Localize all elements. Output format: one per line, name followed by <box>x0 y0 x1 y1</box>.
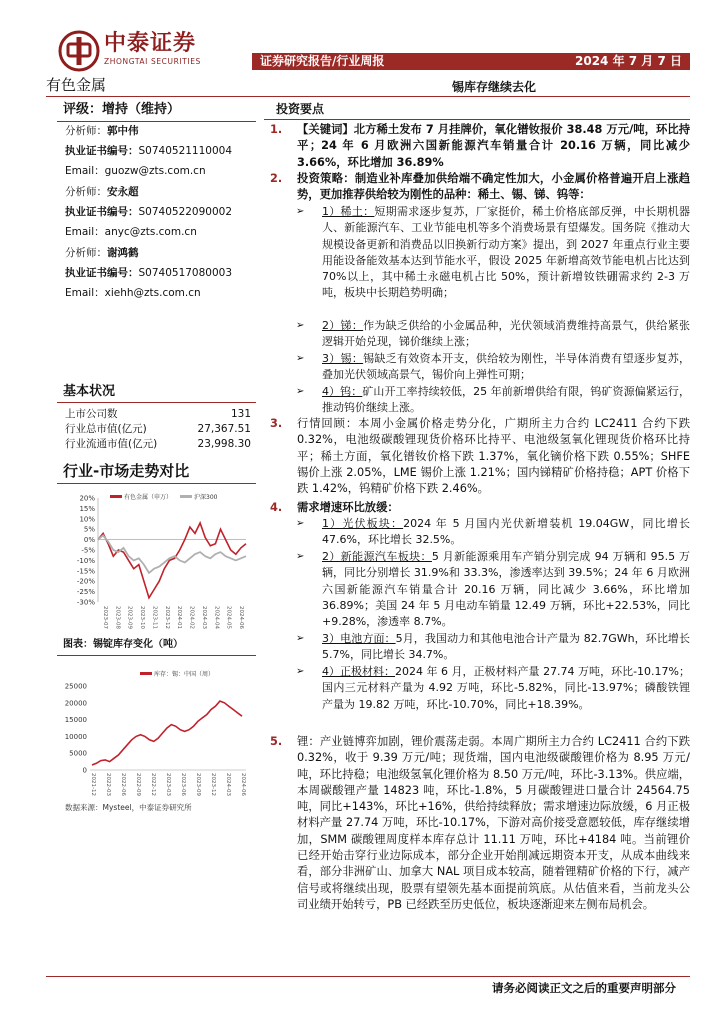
subitem-body: 短期需求逐步复苏，厂家挺价，稀土价格底部反弹，中长期机器人、新能源汽车、工业节能电机等多个消费场景有望爆发。国务院《推动大规模设备更新和消费品以旧换新行动方案》提出，到 2027 年重点行业主要用能设备能效基本达到节能水平，假设 2025 年新增高效节能电机占比达到 70%以上，其中稀土永磁电机占比 50%，预计新增钕铁硼需求约 2-3 万吨，板块中长期趋势明确； <box>322 205 690 300</box>
x-tick-label: 2024-03 <box>225 773 231 796</box>
analyst-email-link[interactable]: xiehh@zts.com.cn <box>104 287 201 299</box>
basic-info-key: 行业总市值(亿元) <box>65 423 147 435</box>
analyst-name-value: 安永超 <box>107 186 139 198</box>
basic-info-key: 行业流通市值(亿元) <box>65 438 158 450</box>
basic-info-value: 23,998.30 <box>197 438 251 450</box>
highlight-item <box>270 171 690 204</box>
highlight-text: 行情回顾：本周小金属价格走势分化，广期所主力合约 LC2411 合约下跌 0.32%，电池级碳酸锂现货价格环比持平、电池级氢氧化锂现货价格环比持平；稀土方面，氧化镨钕价格下跌 1.37%，氧化镝价格下跌 0.55%；SHFE 锡价上涨 2.05%，LME 锡价上涨 1.21%；国内锑精矿价格持稳；APT 价格下跌 1.42%，钨精矿价格下跌 2.46%。 <box>297 417 690 496</box>
analyst-email-label: Email： <box>65 287 105 299</box>
y-tick-label: 15000 <box>64 716 87 725</box>
footer-disclaimer: 请务必阅读正文之后的重要声明部分 <box>492 981 676 995</box>
legend-swatch <box>140 672 152 675</box>
x-tick-label: 2022-06 <box>120 773 126 796</box>
report-date: 2024 年 7 月 7 日 <box>575 54 682 68</box>
x-tick-label: 2023-10 <box>139 606 146 629</box>
y-tick-label: 10000 <box>64 732 87 741</box>
legend-swatch <box>110 495 122 498</box>
footer-divider <box>46 976 690 977</box>
highlight-subitem <box>270 516 690 549</box>
subitem-text <box>322 204 690 302</box>
basic-info-title: 基本状况 <box>57 383 256 403</box>
analyst-name-value: 郭中伟 <box>107 125 139 137</box>
x-tick-label: 2021-12 <box>90 773 96 796</box>
x-tick-label: 2023-08 <box>114 606 121 629</box>
y-tick-label: -25% <box>76 588 95 597</box>
x-tick-label: 2023-12 <box>163 606 170 629</box>
subitem-lead: 1）光伏板块： <box>322 517 404 530</box>
bullet-arrow-icon: ➢ <box>296 353 305 364</box>
report-banner <box>252 53 690 70</box>
x-tick-label: 2023-12 <box>210 773 216 796</box>
y-tick-label: -15% <box>76 567 95 576</box>
report-type: 证券研究报告/行业周报 <box>260 54 385 68</box>
subitem-body: 5月，我国动力和其他电池合计产量为 82.7GWh，环比增长 5.7%，同比增长 34.7%。 <box>322 632 691 662</box>
subitem-body: 2024 年 6 月，正极材料产量 27.74 万吨，环比-10.17%；国内三元材料产量为 4.92 万吨，环比-5.82%，同比-13.97%；磷酸铁锂产量为 19.82 万吨，环比-10.70%，同比+18.39%。 <box>322 665 690 711</box>
analyst-cert-label: 执业证书编号： <box>65 267 139 279</box>
series-line <box>98 535 246 573</box>
y-tick-label: 25000 <box>64 682 87 691</box>
highlight-text: 【关键词】北方稀土发布 7 月挂牌价，氧化镨钕报价 38.48 万元/吨，环比持平；24 年 6 月欧洲六国新能源汽车销量合计 20.16 万辆，同比减少 3.66%，环比增加 36.89% <box>297 123 690 169</box>
y-tick-label: -30% <box>76 598 95 607</box>
analyst-cert <box>65 144 232 158</box>
analyst-email-label: Email： <box>65 165 105 177</box>
analyst-cert-label: 执业证书编号： <box>65 206 139 218</box>
report-title: 锡库存继续去化 <box>452 80 537 94</box>
bullet-arrow-icon: ➢ <box>296 320 305 331</box>
legend-label: 有色金属（申万） <box>124 494 173 501</box>
basic-info-key: 上市公司数 <box>65 408 118 420</box>
x-tick-label: 2023-03 <box>165 773 171 796</box>
analyst-name-value: 谢鸿鹤 <box>107 247 139 259</box>
analyst-cert <box>65 266 232 280</box>
subitem-lead: 4）钨： <box>322 385 363 398</box>
analyst-cert-label: 执业证书编号： <box>65 145 139 157</box>
highlight-number: 5. <box>270 735 283 748</box>
y-tick-label: -10% <box>76 556 95 565</box>
x-tick-label: 2024-01 <box>176 606 183 629</box>
y-tick-label: 20000 <box>64 699 87 708</box>
header-divider <box>46 96 690 97</box>
analyst-name <box>65 124 139 138</box>
analyst-email-link[interactable]: guozw@zts.com.cn <box>104 165 206 177</box>
tin-inventory-chart <box>60 668 256 800</box>
bullet-arrow-icon: ➢ <box>296 206 305 217</box>
basic-info-value: 27,367.51 <box>197 423 251 435</box>
x-tick-label: 2024-05 <box>225 606 232 629</box>
bullet-arrow-icon: ➢ <box>296 386 305 397</box>
highlight-subitem <box>270 351 690 384</box>
analyst-name-label: 分析师： <box>65 125 107 137</box>
x-tick-label: 2024-03 <box>200 606 207 629</box>
legend-label: 沪深300 <box>194 494 218 501</box>
analyst-email <box>65 225 197 239</box>
highlight-item <box>270 500 690 516</box>
y-tick-label: 5% <box>83 525 95 534</box>
subitem-text <box>322 631 690 664</box>
x-tick-label: 2023-07 <box>102 606 108 629</box>
x-tick-label: 2023-09 <box>195 773 201 796</box>
market-chart-title: 行业-市场走势对比 <box>57 460 256 484</box>
subitem-body: 作为缺乏供给的小金属品种，光伏领域消费维持高景气，供给紧张逻辑开始兑现，锑价继续上涨； <box>322 319 690 349</box>
y-tick-label: -5% <box>81 546 95 555</box>
rating: 评级：增持（维持） <box>57 100 256 122</box>
analyst-cert <box>65 205 232 219</box>
x-tick-label: 2024-02 <box>188 606 195 629</box>
analyst-name <box>65 185 139 199</box>
highlight-subitem <box>270 204 690 302</box>
x-tick-label: 2022-03 <box>105 773 111 796</box>
analyst-name <box>65 246 139 260</box>
highlight-text: 锂：产业链博弈加剧，锂价震荡走弱。本周广期所主力合约 LC2411 合约下跌 0.32%，收于 9.39 万元/吨；现货端，国内电池级碳酸锂价格为 8.95 万元/吨，环比持稳；电池级氢氧化锂价格为 8.50 万元/吨，环比-3.13%。供应端，本周碳酸锂产量 14823 吨，环比-1.8%，5 月碳酸锂进口量合计 24564.75 吨，同比+143%，环比+16%，供给持续释放；需求增速边际放缓，6 月正极材料产量 27.74 万吨，环比-10.17%，下游对高价接受意愿较低，库存继续增加，SMM 碳酸锂周度样本库存总计 11.11 万吨，环比+4184 吨。当前锂价已经开始击穿行业边际成本，部分企业开始削减远期资本开支，从成本曲线来看，部分非洲矿山、加拿大 NAL 项目成本较高，随着锂精矿价格的下行，减产信号或将继续出现，股票有望领先基本面提前筑底。从估值来看，当前龙头公司业绩开始转亏，PB 已经跌至历史低位，板块逐渐迎来左侧布局机会。 <box>297 735 690 911</box>
sector-name: 有色金属 <box>46 76 107 94</box>
highlight-subitem <box>270 384 690 417</box>
analyst-cert-value: S0740522090002 <box>138 206 233 218</box>
highlight-text: 投资策略：制造业补库叠加供给端不确定性加大，小金属价格普遍开启上涨趋势，更加推荐供给较为刚性的品种：稀土、锡、锑、钨等： <box>297 172 690 202</box>
x-tick-label: 2022-09 <box>135 773 141 796</box>
highlight-number: 3. <box>270 417 283 430</box>
subitem-lead: 1）稀土： <box>322 205 375 218</box>
analyst-email <box>65 164 206 178</box>
x-tick-label: 2022-12 <box>150 773 156 796</box>
bullet-arrow-icon: ➢ <box>296 518 305 529</box>
analyst-name-label: 分析师： <box>65 247 107 259</box>
highlight-item <box>270 416 690 497</box>
subitem-text <box>322 664 690 713</box>
brand-name: 中泰证券 <box>104 31 197 56</box>
subitem-text <box>322 384 690 417</box>
subitem-lead: 2）新能源汽车板块： <box>322 550 432 563</box>
highlight-number: 2. <box>270 172 283 185</box>
y-tick-label: 5000 <box>69 749 87 758</box>
y-tick-label: 10% <box>79 515 95 524</box>
y-tick-label: -20% <box>76 577 95 586</box>
subitem-lead: 4）正极材料： <box>322 665 396 678</box>
legend-swatch <box>180 495 192 498</box>
analyst-email <box>65 286 201 300</box>
subitem-body: 锡缺乏有效资本开支，供给较为刚性，半导体消费有望逐步复苏，叠加光伏领域高景气，锡价向上弹性可期； <box>322 352 690 382</box>
investment-highlights-title: 投资要点 <box>264 100 690 120</box>
analyst-email-label: Email： <box>65 226 105 238</box>
series-line <box>98 523 246 598</box>
analyst-cert-value: S0740517080003 <box>138 267 233 279</box>
legend-label: 库存：锡：中国（周） <box>154 671 215 678</box>
brand-name-en: ZHONGTAI SECURITIES <box>104 57 201 66</box>
highlight-number: 4. <box>270 501 283 514</box>
bullet-arrow-icon: ➢ <box>296 666 305 677</box>
subitem-body: 矿山开工率持续较低，25 年前新增供给有限，钨矿资源偏紧运行，推动钨价继续上涨。 <box>322 385 690 415</box>
market-trend-chart <box>60 492 256 630</box>
y-tick-label: 0% <box>83 536 95 545</box>
analyst-email-link[interactable]: anyc@zts.com.cn <box>104 226 197 238</box>
analyst-name-label: 分析师： <box>65 186 107 198</box>
highlight-subitem <box>270 318 690 351</box>
highlight-subitem <box>270 631 690 664</box>
subitem-body: 5 月新能源乘用车产销分别完成 94 万辆和 95.5 万辆，同比分别增长 31.9%和 33.3%，渗透率达到 39.5%；24 年 6 月欧洲六国新能源汽车销量合计 20.16 万辆，同比减少 3.66%，环比增加 36.89%；美国 24 年 5 月电动车销量 12.49 万辆，环比+22.53%，同比+9.28%，渗透率 8.7%。 <box>322 550 690 629</box>
highlight-item <box>270 122 690 171</box>
basic-info-value: 131 <box>230 408 251 420</box>
inventory-line <box>92 701 242 765</box>
x-tick-label: 2024-04 <box>213 606 220 629</box>
analyst-cert-value: S0740521110004 <box>138 145 233 157</box>
y-tick-label: 15% <box>79 504 95 513</box>
subitem-text <box>322 351 690 384</box>
subitem-body: 2024 年 5 月国内光伏新增装机 19.04GW，同比增长 47.6%，环比增长 32.5%。 <box>322 517 690 547</box>
bullet-arrow-icon: ➢ <box>296 551 305 562</box>
subitem-lead: 2）锑： <box>322 319 364 332</box>
x-tick-label: 2024-06 <box>238 606 244 629</box>
y-tick-label: 0 <box>82 766 87 775</box>
x-tick-label: 2024-06 <box>240 773 246 796</box>
highlight-subitem <box>270 664 690 713</box>
highlight-text: 需求增速环比放缓： <box>297 501 399 514</box>
subitem-text <box>322 318 690 351</box>
highlight-number: 1. <box>270 123 283 136</box>
subitem-text <box>322 516 690 549</box>
subitem-lead: 3）锡： <box>322 352 364 365</box>
x-tick-label: 2023-11 <box>151 606 158 629</box>
inventory-chart-title: 图表：锡锭库存变化（吨） <box>57 636 256 656</box>
subitem-text <box>322 549 690 630</box>
figure-source: 数据来源：Mysteel，中泰证券研究所 <box>65 803 192 812</box>
x-tick-label: 2023-09 <box>126 606 133 629</box>
subitem-lead: 3）电池方面： <box>322 632 396 645</box>
y-tick-label: 20% <box>79 494 95 503</box>
bullet-arrow-icon: ➢ <box>296 633 305 644</box>
highlight-subitem <box>270 549 690 630</box>
x-tick-label: 2023-06 <box>180 773 186 796</box>
highlight-item <box>270 734 690 913</box>
zhongtai-logo-icon <box>58 30 100 72</box>
